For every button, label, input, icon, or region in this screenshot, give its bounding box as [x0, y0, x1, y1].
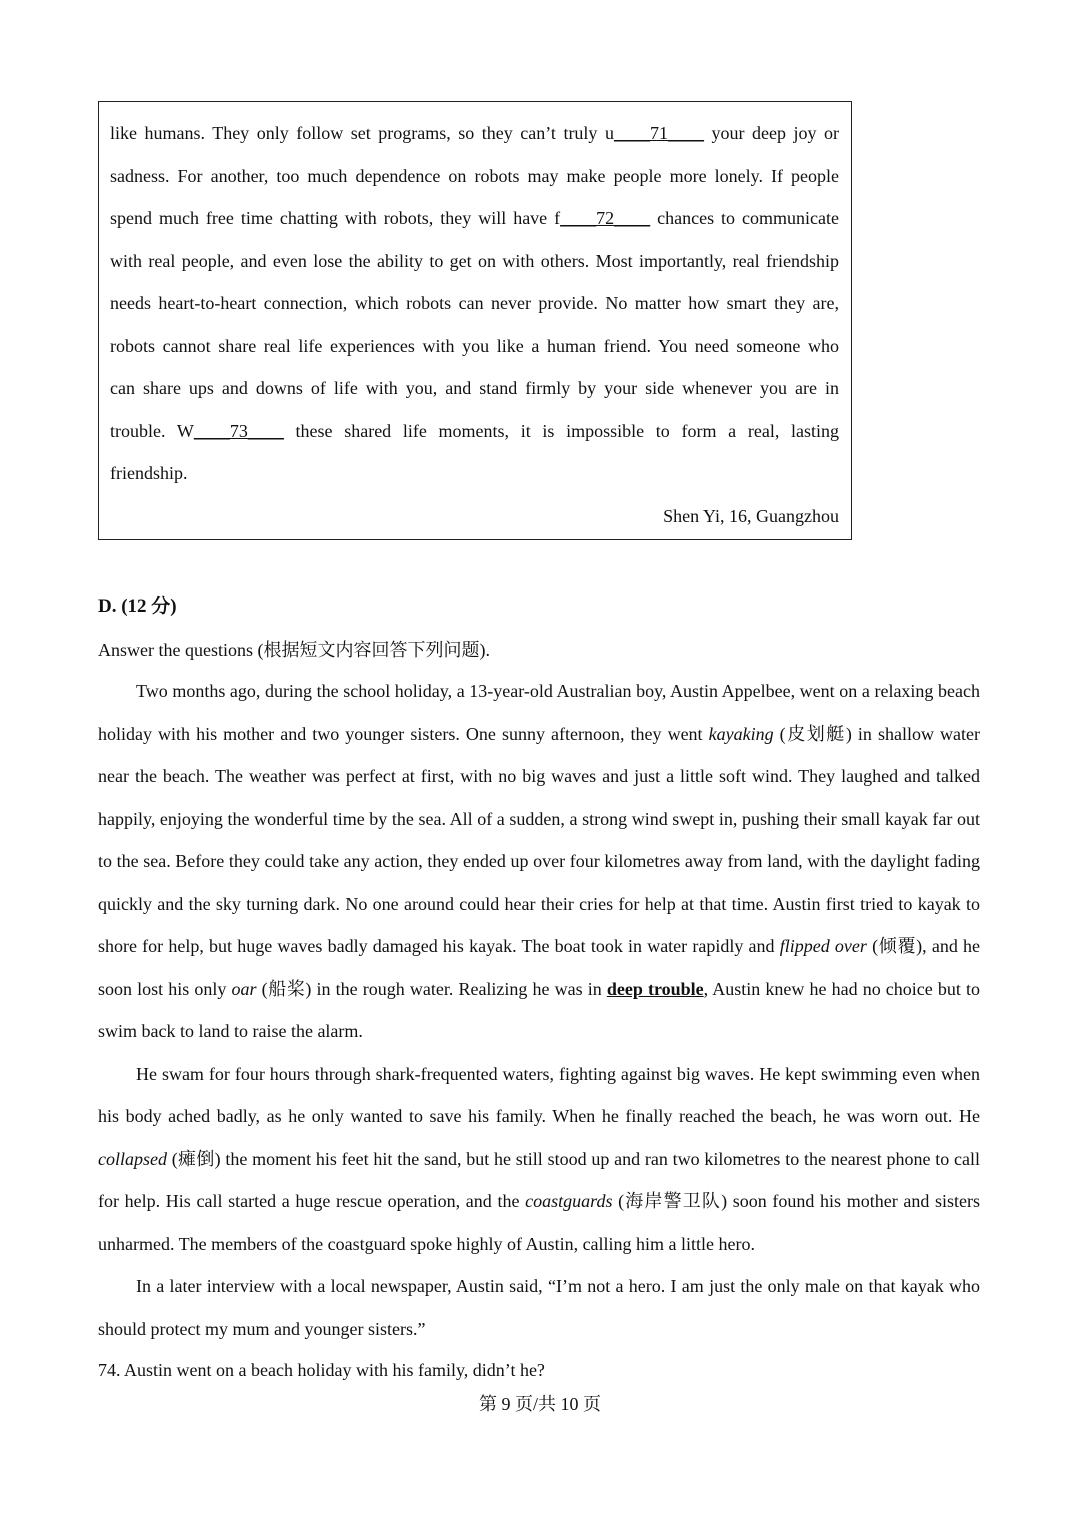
blank-73: ____73____ — [193, 420, 284, 441]
passage-box — [98, 101, 852, 540]
text: (瘫倒) the moment his feet hit the sand, but he still stood up and ran two kilometres to the nearest phone to call for help. His call started a huge rescue operation, and the — [98, 1148, 980, 1211]
term-oar: oar — [231, 978, 257, 999]
text: (皮划艇) in shallow water near the beach. The weather was perfect at first, with no big waves and just a little soft wind. They laughed and talked happily, enjoying the wonderful time by the sea. All of a sudden, a strong wind swept in, pushing their small kayak far out to the sea. Before they could take any action, they ended up over four kilometres away from land, with the daylight fading quickly and the sky turning dark. No one around could hear their cries for help at that time. Austin first tried to kayak to shore for help, but huge waves badly damaged his kayak. The boat took in water rapidly and — [98, 723, 980, 956]
signature: Shen Yi, 16, Guangzhou — [663, 506, 839, 526]
term-collapsed: collapsed — [98, 1148, 167, 1169]
box-line — [110, 325, 839, 368]
text: these shared life moments, it is impossible to form a real, lasting — [283, 420, 839, 441]
term-kayaking: kayaking — [708, 723, 774, 744]
page-footer: 第 9 页/共 10 页 — [478, 1394, 601, 1414]
blank-72: ____72____ — [560, 208, 651, 228]
paragraph-1 — [98, 670, 980, 1053]
text: with real people, and even lose the ability to get on with others. Most importantly, real friendship — [110, 250, 839, 271]
text: friendship. — [110, 463, 188, 483]
text: chances to communicate — [650, 208, 839, 228]
question-74: 74. Austin went on a beach holiday with his family, didn’t he? — [98, 1360, 545, 1380]
text: (倾覆), and he soon lost his only — [98, 936, 980, 999]
box-line — [110, 155, 839, 198]
section-instruction: Answer the questions (根据短文内容回答下列问题). — [98, 640, 490, 660]
text: sadness. For another, too much dependence on robots may make people more lonely. If people — [110, 165, 839, 186]
box-line — [110, 112, 839, 155]
blank-71: ____71____ — [613, 123, 704, 143]
section-heading: D. (12 分) — [98, 596, 177, 617]
text: trouble. W — [110, 420, 194, 441]
text: needs heart-to-heart connection, which robots can never provide. No matter how smart they are, — [110, 293, 839, 313]
box-line — [110, 410, 839, 453]
text: your deep joy or — [703, 123, 840, 143]
reading-passage — [98, 670, 980, 1350]
text: , Austin knew he had no choice but to swim back to land to raise the alarm. — [98, 978, 981, 1041]
text: (船桨) in the rough water. Realizing he was in — [256, 978, 607, 999]
text: Two months ago, during the school holiday, a 13-year-old Australian boy, Austin Appelbee, went on a relaxing beach holiday with his mother and two younger sisters. One sunny afternoon, they went — [98, 681, 980, 744]
text: can share ups and downs of life with you, and stand firmly by your side whenever you are in — [110, 378, 839, 398]
text: (海岸警卫队) soon found his mother and sisters unharmed. The members of the coastguard spoke highly of Austin, calling him a little hero. — [98, 1191, 981, 1254]
box-line — [110, 452, 839, 495]
term-flipped-over: flipped over — [779, 936, 867, 956]
term-coastguards: coastguards — [525, 1191, 613, 1211]
text: He swam for four hours through shark-frequented waters, fighting against big waves. He kept swimming even when his body ached badly, as he only wanted to save his family. When he finally reached the beach, he was worn out. He — [98, 1063, 980, 1126]
box-line — [110, 197, 839, 240]
term-deep-trouble: deep trouble — [606, 978, 704, 999]
paragraph-2 — [98, 1053, 980, 1266]
text: like humans. They only follow set programs, so they can’t truly u — [110, 123, 614, 143]
paragraph-3: In a later interview with a local newspaper, Austin said, “I’m not a hero. I am just the only male on that kayak who should protect my mum and younger sisters.” — [98, 1276, 980, 1339]
box-line — [110, 282, 839, 325]
box-line — [110, 367, 839, 410]
text: spend much free time chatting with robots, they will have f — [110, 208, 561, 228]
text: robots cannot share real life experiences with you like a human friend. You need someone who — [110, 335, 839, 356]
box-line — [110, 240, 839, 283]
